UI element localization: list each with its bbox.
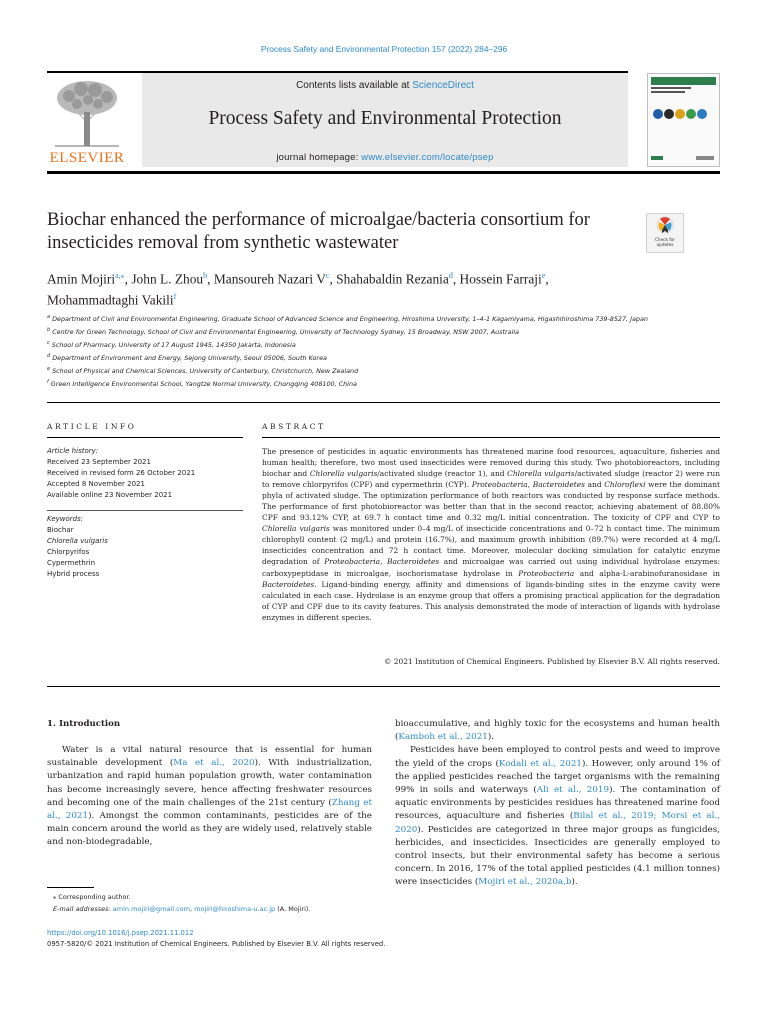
abstract-text [262, 446, 720, 623]
abstract-text: and alpha-L-arabinofuranosidase in [574, 568, 720, 578]
abstract-text: was monitored under 0–4 mg/L of insecticide concentrations and 0–72 h contact time. The minimum chlorophyll content (2 mg/L) and protein (16.7%), and maximum growth inhibition (89.7%) were recorded at 4 mg/L insecticides concentration and 72 h contact time. Moreover, molecular docking simulation for catalytic enzyme degradation of [262, 524, 720, 567]
body-text: ). Amongst the common contaminants, pesticides are of the main concern around the world as they are widely used, relatively stable and non-biodegradable, [47, 811, 372, 848]
elsevier-tree-icon [47, 78, 127, 148]
journal-title: Process Safety and Environmental Protection [208, 108, 562, 129]
abstract-italic: Proteobacteria [324, 557, 381, 567]
corresponding-author-note [53, 892, 383, 904]
history-rule [47, 510, 243, 511]
keyword-item: Cypermethrin [47, 559, 96, 567]
abstract-text: /activated sludge (reactor 2) were run to remove chlorpyrifos (CPF) and cypermethrin (CYP). [262, 469, 721, 490]
body-text: ). With industrialization, urbanization and rapid human population growth, water contamination has become increasingly severe, hence affecting freshwater resources and becoming one of the main challenges of the 21st century ( [47, 758, 373, 808]
abstract-text: /activated sludge (reactor 1), and [377, 469, 508, 479]
affiliation-item [47, 377, 687, 390]
abstract-italic: Proteobacteria [471, 480, 528, 490]
author-list [47, 267, 697, 310]
citation-link[interactable]: Kodali et al., 2021 [498, 758, 582, 769]
author-separator: , [124, 271, 132, 287]
abstract-italic: Chloroflexi [604, 480, 646, 490]
affiliation-mark: c [47, 339, 50, 346]
keywords-label: Keywords: [47, 515, 84, 523]
footnote-rule [47, 887, 94, 888]
abstract-text: , [527, 480, 533, 490]
affiliation-mark: b [47, 326, 51, 333]
journal-cover-image [648, 74, 719, 166]
keyword-item: Chlorpyrifos [47, 548, 90, 556]
body-text: ). The contamination of aquatic environments by pesticides residues has threatened marine food resources, aquaculture and fisheries ( [395, 785, 720, 822]
journal-homepage-line [142, 152, 628, 163]
elsevier-wordmark: ELSEVIER [49, 150, 125, 166]
article-title: Biochar enhanced the performance of microalgae/bacteria consortium for insecticides removal from synthetic wastewater [47, 210, 590, 253]
affiliation-rule [47, 402, 720, 403]
intro-paragraph-left [47, 744, 372, 850]
crossmark-icon [647, 214, 683, 252]
author-separator: , [207, 271, 214, 287]
article-history [47, 446, 243, 501]
article-info-heading: ARTICLE INFO [47, 422, 137, 431]
author-separator: , [452, 271, 460, 287]
contents-prefix: Contents lists available at [296, 80, 413, 91]
citation-link[interactable]: Kamboh et al., 2021 [398, 732, 488, 743]
email-link-1[interactable]: amin.mojiri@gmail.com [112, 904, 190, 913]
history-label: Article history: [47, 447, 99, 455]
email-label: E-mail addresses: [53, 904, 111, 913]
abstract-italic: Bacteroidetes [262, 579, 315, 589]
author-affiliation-mark[interactable]: f [173, 292, 177, 302]
abstract-rule [262, 437, 720, 438]
abstract-text: , [380, 557, 388, 567]
body-text: bioaccumulative, and highly toxic for the ecosystems and human health ( [395, 719, 720, 743]
author-name[interactable]: Mansoureh Nazari V [213, 271, 326, 287]
abstract-heading: ABSTRACT [262, 422, 326, 431]
history-item: Available online 23 November 2021 [47, 491, 173, 499]
homepage-prefix: journal homepage: [276, 152, 362, 163]
abstract-italic: Chlorella vulgaris [262, 524, 330, 534]
footnotes [53, 892, 383, 915]
intro-paragraph-continued [395, 718, 720, 744]
body-text: ). [571, 877, 578, 888]
keyword-item: Hybrid process [47, 570, 100, 578]
affiliation-mark: e [47, 365, 51, 372]
journal-homepage-link[interactable]: www.elsevier.com/locate/psep [361, 152, 494, 163]
header-bottom-rule [47, 171, 720, 174]
affiliation-item [47, 351, 687, 364]
affiliation-item [47, 364, 687, 377]
author-affiliation-mark[interactable]: a,⁎ [115, 271, 125, 280]
affiliation-mark: d [47, 352, 51, 359]
abstract-text: and [584, 480, 605, 490]
affiliation-text: Centre for Green Technology, School of Civil and Environmental Engineering, University of Technology Sydney, 15 Broadway, NSW 2007, Australia [50, 328, 520, 337]
citation-link[interactable]: Bilal et al., 2019; Morsi et al., 2020 [395, 811, 720, 835]
keyword-item: Chlorella vulgaris [47, 537, 108, 545]
issn-copyright-line: 0957-5820/© 2021 Institution of Chemical Engineers. Published by Elsevier B.V. All rights reserved. [47, 940, 386, 948]
email-separator: , [190, 904, 195, 913]
body-text: ). However, only around 1% of the applied pesticides reached the target organisms with the remaining 99% in soils and waterways ( [395, 758, 720, 796]
history-item: Received 23 September 2021 [47, 458, 151, 466]
contents-available-line [142, 80, 628, 91]
article-info-rule [47, 437, 243, 438]
body-text: ). Pesticides are categorized in three major groups as fungicides, herbicides, and insecticides. Insecticides are generally employed to control insects, but their environmental safety has become a serious concern. In 2016, 17% of the total applied pesticides (4.1 million tonnes) were insecticides ( [395, 824, 720, 888]
affiliation-item [47, 312, 687, 325]
affiliation-text: School of Pharmacy, University of 17 August 1945, 14350 Jakarta, Indonesia [49, 340, 296, 349]
author-name[interactable]: Hossein Farraji [459, 271, 542, 287]
corresponding-label: Corresponding author. [58, 893, 131, 901]
history-item: Accepted 8 November 2021 [47, 480, 145, 488]
keyword-item: Biochar [47, 526, 74, 534]
author-separator: , [545, 271, 549, 287]
email-link-2[interactable]: mojiri@hiroshima-u.ac.jp [194, 904, 276, 913]
history-item: Received in revised form 26 October 2021 [47, 469, 196, 477]
abstract-text: The presence of pesticides in aquatic environments has threatened marine food resources, aquaculture, fisheries and human health; therefore, two most used insecticides were removed during this study. Two photobioreactors, including biochar and [262, 447, 720, 479]
affiliation-mark: a [47, 314, 51, 320]
abstract-copyright: © 2021 Institution of Chemical Engineers. Published by Elsevier B.V. All rights reserved. [383, 657, 720, 666]
affiliation-list [47, 312, 687, 390]
intro-paragraph-pesticides [395, 744, 720, 889]
abstract-italic: Bacteroidetes [532, 480, 585, 490]
author-name[interactable]: John L. Zhou [131, 271, 204, 287]
keywords-list [47, 514, 243, 580]
abstract-text: were the dominant phyla of activated sludge. The optimization performance of both reactors was conducted by response surface methods. The performance of first photobioreactor was better than that in the second reactor, achieving abatement of 88.80% CPF and 93.12% CYP, at 69.7 h contact time and 0.32 mg/L initial concentration. The toxicity of CPF and CYP to [262, 480, 720, 523]
abstract-italic: Chlorella vulgaris [309, 469, 378, 479]
affiliation-mark: f [47, 378, 49, 385]
intro-column-right [395, 718, 720, 890]
author-affiliation-mark[interactable]: b [203, 271, 208, 280]
author-affiliation-mark[interactable]: d [448, 271, 453, 280]
abstract-italic: Bacteroidetes [387, 557, 440, 567]
email-note [53, 904, 383, 916]
citation-link[interactable]: Ali et al., 2019 [536, 785, 610, 796]
body-text: ). [487, 732, 495, 743]
author-name[interactable]: Mohammadtaghi Vakili [47, 292, 174, 308]
body-text: Pesticides have been employed to control pests and weed to improve the yield of the crops ( [395, 745, 720, 769]
affiliation-text: Department of Civil and Environmental Engineering, Graduate School of Advanced Science and Engineering, Hiroshima University, 1–4-1 Kagamiyama, Higashihiroshima 739-8527, Japan [50, 315, 648, 324]
author-name[interactable]: Shahabaldin Rezania [336, 271, 449, 287]
email-owner: (A. Mojiri). [275, 904, 311, 913]
crossmark-label-1: Check for [655, 237, 675, 242]
check-for-updates-button[interactable] [646, 213, 684, 253]
citation-link[interactable]: Zhang et al., 2021 [47, 797, 372, 822]
author-affiliation-mark[interactable]: e [541, 271, 546, 280]
corresponding-mark: ⁎ [53, 893, 57, 901]
citation-link[interactable]: Ma et al., 2020 [173, 758, 255, 769]
author-affiliation-mark[interactable]: c [325, 271, 330, 280]
crossmark-label-2: updates [656, 242, 674, 247]
affiliation-text: Department of Environment and Energy, Sejong University, Seoul 05006, South Korea [50, 353, 327, 362]
affiliation-item [47, 338, 687, 351]
abstract-text: . Ligand-binding energy, affinity and dimensions of ligands-binding sites in the enzyme cavity were calculated in each case. Hydrolase is an enzyme group that offers a promising practical application for the degradation of CYP and CPF due to its cavity features. This analysis demonstrated the mode of interaction of ligands with hydrolase enzymes in different species. [262, 579, 720, 622]
citation-link[interactable]: Mojiri et al., 2020a,b [478, 877, 572, 888]
affiliation-item [47, 325, 687, 338]
body-text: Water is a vital natural resource that is essential for human sustainable development ( [47, 745, 372, 769]
abstract-bottom-rule [47, 686, 720, 687]
affiliation-text: School of Physical and Chemical Sciences, University of Canterbury, Christchurch, New Zealand [50, 366, 359, 375]
author-name[interactable]: Amin Mojiri [47, 271, 116, 287]
abstract-italic: Chlorella vulgaris [507, 469, 575, 479]
sciencedirect-link[interactable]: ScienceDirect [412, 80, 474, 91]
journal-cover-thumbnail[interactable] [647, 73, 720, 167]
abstract-text: and microalgae was carried out using individual hydrolase enzymes: carboxypeptidase in microalgae, isochorismatase hydrolase in [262, 557, 721, 578]
abstract-italic: Proteobacteria [518, 568, 575, 578]
doi-link[interactable]: https://doi.org/10.1016/j.psep.2021.11.012 [47, 929, 194, 937]
affiliation-text: Green Intelligence Environmental School, Yangtze Normal University, Chongqing 408100, China [48, 379, 357, 388]
author-separator: , [329, 271, 337, 287]
journal-reference-link[interactable]: Process Safety and Environmental Protection 157 (2022) 284–296 [260, 44, 508, 54]
section-heading-introduction: 1. Introduction [47, 719, 121, 729]
